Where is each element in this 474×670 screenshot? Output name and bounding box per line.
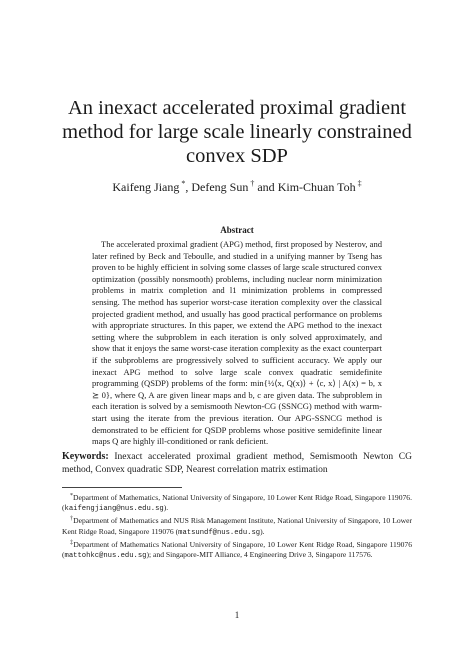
footnote — [62, 514, 412, 537]
author-line — [60, 179, 414, 195]
abstract-heading: Abstract — [220, 225, 254, 235]
footnote-text: ). — [163, 503, 169, 513]
author-footnote-mark: * — [181, 179, 186, 188]
footnote-text: Department of Mathematics, National University of Singapore, 10 Lower Kent Ridge Road, Singapore 119076. ( — [62, 493, 412, 513]
keywords — [62, 450, 412, 477]
footnote-text: Department of Mathematics National University of Singapore, 10 Lower Kent Ridge Road, Singapore 119076 ( — [62, 539, 413, 560]
author-separator: , — [185, 180, 189, 194]
footnote-text: ); and Singapore-MIT Alliance, 4 Engineering Drive 3, Singapore 117576. — [146, 550, 373, 560]
author-footnote-mark: ‡ — [357, 179, 362, 188]
page-number: 1 — [234, 610, 240, 620]
footnote-text: Department of Mathematics and NUS Risk Management Institute, National University of Singapore, 10 Lower Kent Ridge Road, Singapore 119076 ( — [62, 516, 413, 536]
keywords-label: Keywords: — [62, 451, 109, 462]
footnote-rule — [62, 487, 182, 488]
paper-title: An inexact accelerated proximal gradient method for large scale linearly constrained convex SDP — [62, 97, 412, 167]
footnote — [62, 538, 412, 561]
email-link[interactable]: matsundf@nus.edu.sg — [178, 528, 261, 537]
keywords-text: Inexact accelerated proximal gradient method, Semismooth Newton CG method, Convex quadratic SDP, Nearest correlation matrix estimation — [62, 452, 413, 475]
email-link[interactable]: kaifengjiang@nus.edu.sg — [64, 505, 164, 514]
footnote-text: ). — [260, 526, 265, 536]
abstract-text: The accelerated proximal gradient (APG) method, first proposed by Nesterov, and later refined by Beck and Teboulle, and studied in a unifying manner by Tseng has proven to be highly efficient in solving some classes of large scale structured convex optimization (possibly nonsmooth) problems, including nuclear norm minimization problems in matrix completion and l1 minimization problems in compressed sensing. The method has superior worst-case iteration complexity over the classical projected gradient method, and usually has good practical performance on problems with appropriate structures. In this paper, we extend the APG method to the inexact setting where the subproblem in each iteration is only solved approximately, and show that it enjoys the same worst-case iteration complexity as the exact counterpart if the subproblems are progressively solved to sufficient accuracy. We apply our inexact APG method to solve large scale convex quadratic semidefinite programming (QSDP) problems of the form: min{½⟨x, Q(x)⟩ + ⟨c, x⟩ | A(x) = b, x ⪰ 0}, where Q, A are given linear maps and b, c are given data. The subproblem in each iteration is solved by a semismooth Newton-CG (SSNCG) method with warm-start using the iterate from the previous iteration. Our APG-SSNCG method is demonstrated to be efficient for QSDP problems whose positive semidefinite linear maps Q are highly ill-conditioned or rank deficient. — [92, 239, 382, 447]
email-link[interactable]: mattohkc@nus.edu.sg — [64, 552, 147, 561]
footnote-mark: * — [70, 493, 73, 499]
author-separator: and — [257, 180, 275, 194]
author-name: Kaifeng Jiang — [112, 180, 180, 194]
footnote-mark: † — [70, 516, 74, 523]
author-name: Kim-Chuan Toh — [277, 180, 356, 194]
footnote-mark: ‡ — [70, 539, 74, 546]
author-footnote-mark: † — [250, 179, 255, 188]
footnote — [62, 491, 412, 514]
author-name: Defeng Sun — [191, 180, 249, 194]
footnotes — [62, 491, 412, 561]
